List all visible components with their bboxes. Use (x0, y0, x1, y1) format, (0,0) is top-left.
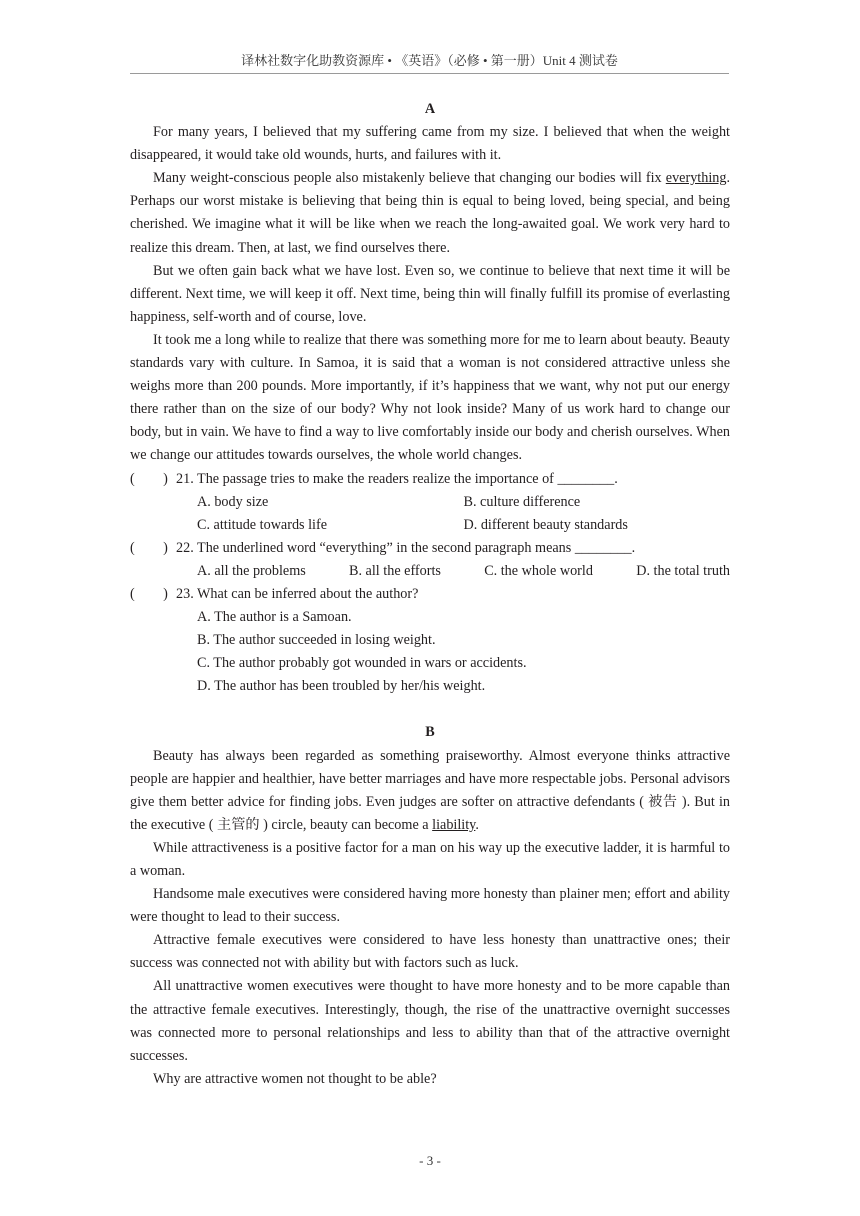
section-a-title: A (424, 101, 436, 117)
section-a-paragraph-3: But we often gain back what we have lost. Even so, we continue to believe that next time it will be different. Next time, we will keep it off. Next time, being thin will finally fulfill its promise of everlasting happiness, self-worth and of course, love. (130, 262, 730, 325)
option-a: A. body size (197, 493, 269, 510)
section-a-paragraph-1: For many years, I believed that my suffering came from my size. I believed that when the weight disappeared, it would take old wounds, hurts, and failures with it. (130, 124, 730, 164)
option-d: D. The author has been troubled by her/his weight. (197, 678, 486, 695)
page-number: - 3 - (419, 1153, 441, 1168)
option-b: B. The author succeeded in losing weight. (197, 632, 436, 649)
question-stem: 22. The underlined word “everything” in the second paragraph means ________. (176, 539, 636, 556)
section-b-paragraph-6: Why are attractive women not thought to be able? (153, 1070, 437, 1087)
option-b: B. culture difference (463, 493, 581, 510)
page-header: 译林社数字化助教资源库 • 《英语》（必修 • 第一册）Unit 4 测试卷 (130, 50, 729, 74)
answer-blank: ( ) (130, 539, 168, 556)
question-stem: 21. The passage tries to make the readers realize the importance of ________. (176, 470, 618, 487)
question-23 (130, 583, 730, 698)
option-d: D. the total truth (636, 562, 730, 579)
option-a: A. all the problems (197, 562, 306, 579)
option-b: B. all the efforts (349, 562, 441, 579)
spacer (130, 698, 730, 721)
section-b-title: B (425, 724, 435, 741)
section-b-paragraph-2: While attractiveness is a positive factor for a man on his way up the executive ladder, it is harmful to a woman. (130, 839, 730, 879)
underlined-word: liability (432, 816, 476, 833)
option-c: C. The author probably got wounded in wars or accidents. (197, 655, 527, 672)
answer-blank: ( ) (130, 470, 168, 487)
section-b-paragraph-4: Attractive female executives were considered to have less honesty than unattractive ones; their success was connected not with ability but with factors such as luck. (130, 932, 730, 972)
option-a: A. The author is a Samoan. (197, 609, 352, 626)
section-b-paragraph-1 (130, 745, 730, 837)
question-21 (130, 468, 730, 537)
text-run: Many weight-conscious people also mistakenly believe that changing our bodies will fix (153, 170, 666, 187)
section-a-paragraph-4: It took me a long while to realize that there was something more for me to learn about beauty. Beauty standards vary with culture. In Samoa, it is said that a woman is not considered attractive unless she weighs more than 200 pounds. More importantly, if it’s happiness that we want, why not put our energy there rather than on the size of our body? Why not look inside? Many of us work hard to change our body, but in vain. We have to find a way to live comfortably inside our body and cherish ourselves. When we change our attitudes towards ourselves, the whole world changes. (130, 331, 730, 464)
page-body (130, 98, 730, 1091)
text-run: . (475, 816, 479, 833)
section-a-paragraph-2 (130, 167, 730, 259)
text-run: Beauty has always been regarded as something praiseworthy. Almost everyone thinks attractive people are happier and healthier, have better marriages and have more respectable jobs. Personal advisors give them better advice for finding jobs. Even judges are softer on attractive defendants ( 被告 ). But in the executive ( 主管的 ) circle, beauty can become a (130, 747, 730, 833)
option-c: C. attitude towards life (197, 516, 328, 533)
option-d: D. different beauty standards (463, 516, 628, 533)
section-b-paragraph-5: All unattractive women executives were thought to have more honesty and to be more capable than the attractive female executives. Interestingly, though, the rise of the unattractive overnight successes was connected more to personal relationships and less to ability than that of the attractive overnight successes. (130, 978, 730, 1064)
answer-blank: ( ) (130, 585, 168, 602)
option-c: C. the whole world (484, 562, 593, 579)
question-22 (130, 537, 730, 583)
text-run: . Perhaps our worst mistake is believing that being thin is equal to being loved, being special, and being cherished. We imagine what it will be like when we reach the long-awaited goal. We work very hard to realize this dream. Then, at last, we find ourselves there. (130, 170, 730, 256)
section-b-paragraph-3: Handsome male executives were considered having more honesty than plainer men; effort and ability were thought to lead to their success. (130, 886, 730, 926)
question-stem: 23. What can be inferred about the author? (176, 585, 419, 602)
underlined-word: everything (665, 170, 727, 187)
